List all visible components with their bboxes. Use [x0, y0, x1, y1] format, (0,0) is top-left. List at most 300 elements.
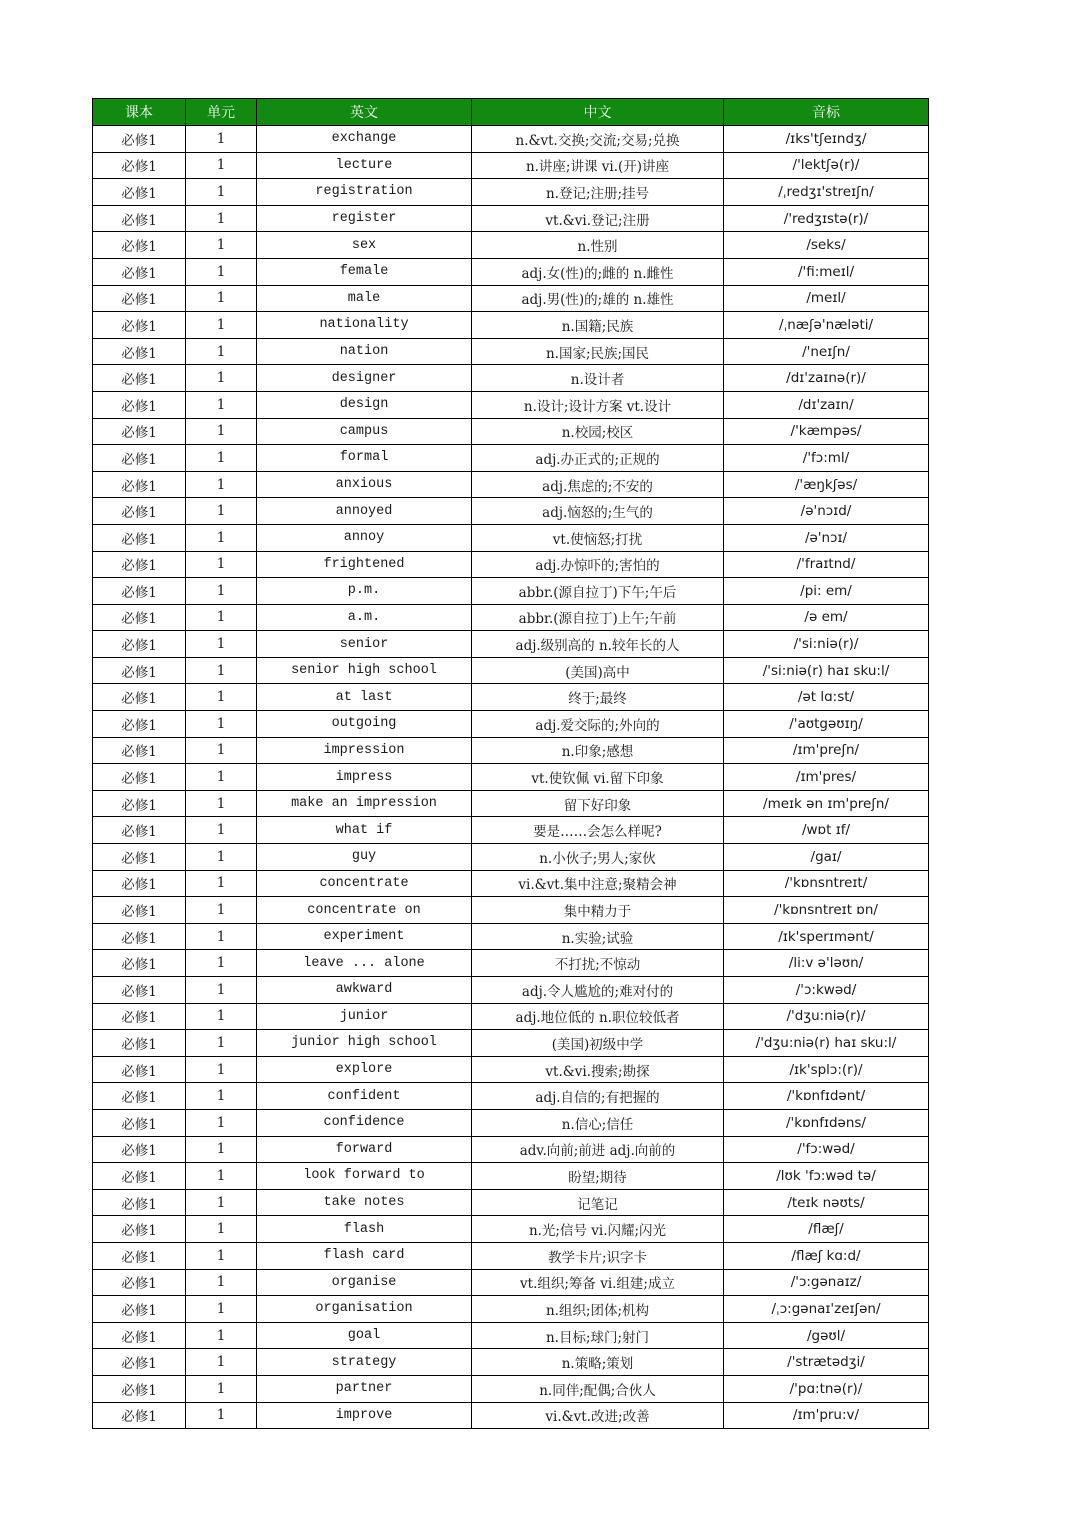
- cell-book: 必修1: [93, 897, 186, 924]
- cell-book: 必修1: [93, 737, 186, 764]
- cell-unit: 1: [186, 1296, 257, 1323]
- cell-english: look forward to: [257, 1163, 472, 1190]
- cell-chinese: adj.恼怒的;生气的: [472, 498, 724, 525]
- cell-book: 必修1: [93, 817, 186, 844]
- cell-phonetic: /'æŋkʃəs/: [724, 471, 929, 498]
- cell-english: campus: [257, 418, 472, 445]
- cell-phonetic: /seks/: [724, 232, 929, 259]
- cell-english: flash card: [257, 1242, 472, 1269]
- table-row: [93, 737, 929, 764]
- cell-unit: 1: [186, 365, 257, 392]
- table-row: [93, 391, 929, 418]
- table-row: [93, 1136, 929, 1163]
- cell-english: explore: [257, 1056, 472, 1083]
- cell-book: 必修1: [93, 684, 186, 711]
- cell-unit: 1: [186, 844, 257, 871]
- table-row: [93, 498, 929, 525]
- cell-chinese: adj.地位低的 n.职位较低者: [472, 1003, 724, 1030]
- cell-unit: 1: [186, 1056, 257, 1083]
- cell-phonetic: /ˌnæʃə'næləti/: [724, 312, 929, 339]
- cell-phonetic: /lʊk 'fɔ:wəd tə/: [724, 1163, 929, 1190]
- cell-chinese: n.小伙子;男人;家伙: [472, 844, 724, 871]
- cell-book: 必修1: [93, 205, 186, 232]
- cell-unit: 1: [186, 870, 257, 897]
- cell-unit: 1: [186, 1216, 257, 1243]
- table-row: [93, 711, 929, 738]
- table-row: [93, 1056, 929, 1083]
- cell-english: lecture: [257, 152, 472, 179]
- table-row: [93, 1322, 929, 1349]
- cell-book: 必修1: [93, 631, 186, 658]
- cell-unit: 1: [186, 578, 257, 605]
- cell-unit: 1: [186, 790, 257, 817]
- cell-unit: 1: [186, 897, 257, 924]
- cell-phonetic: /ət lɑ:st/: [724, 684, 929, 711]
- cell-english: make an impression: [257, 790, 472, 817]
- cell-english: improve: [257, 1402, 472, 1429]
- cell-unit: 1: [186, 817, 257, 844]
- cell-english: impression: [257, 737, 472, 764]
- cell-chinese: n.校园;校区: [472, 418, 724, 445]
- table-row: [93, 631, 929, 658]
- cell-unit: 1: [186, 551, 257, 578]
- cell-book: 必修1: [93, 1056, 186, 1083]
- cell-english: strategy: [257, 1349, 472, 1376]
- table-header: [93, 99, 929, 126]
- cell-english: nationality: [257, 312, 472, 339]
- cell-phonetic: /'redʒɪstə(r)/: [724, 205, 929, 232]
- cell-chinese: n.组织;团体;机构: [472, 1296, 724, 1323]
- cell-chinese: vt.&vi.登记;注册: [472, 205, 724, 232]
- cell-phonetic: /'si:niə(r) haɪ sku:l/: [724, 657, 929, 684]
- cell-english: annoyed: [257, 498, 472, 525]
- cell-book: 必修1: [93, 445, 186, 472]
- cell-english: awkward: [257, 977, 472, 1004]
- cell-unit: 1: [186, 711, 257, 738]
- table-row: [93, 312, 929, 339]
- cell-chinese: vt.组织;筹备 vi.组建;成立: [472, 1269, 724, 1296]
- cell-book: 必修1: [93, 923, 186, 950]
- cell-phonetic: /'pɑ:tnə(r)/: [724, 1375, 929, 1402]
- cell-phonetic: /'dʒu:niə(r) haɪ sku:l/: [724, 1030, 929, 1057]
- cell-chinese: n.策略;策划: [472, 1349, 724, 1376]
- cell-unit: 1: [186, 1402, 257, 1429]
- cell-english: concentrate on: [257, 897, 472, 924]
- cell-english: designer: [257, 365, 472, 392]
- table-row: [93, 1242, 929, 1269]
- cell-unit: 1: [186, 179, 257, 206]
- cell-book: 必修1: [93, 1189, 186, 1216]
- cell-unit: 1: [186, 338, 257, 365]
- cell-chinese: 集中精力于: [472, 897, 724, 924]
- table-row: [93, 578, 929, 605]
- table-row: [93, 657, 929, 684]
- cell-phonetic: /ˌɔ:gənaɪ'zeɪʃən/: [724, 1296, 929, 1323]
- cell-phonetic: /ɪm'preʃn/: [724, 737, 929, 764]
- cell-book: 必修1: [93, 657, 186, 684]
- cell-chinese: n.光;信号 vi.闪耀;闪光: [472, 1216, 724, 1243]
- cell-book: 必修1: [93, 1216, 186, 1243]
- cell-chinese: 不打扰;不惊动: [472, 950, 724, 977]
- cell-book: 必修1: [93, 551, 186, 578]
- cell-unit: 1: [186, 1003, 257, 1030]
- cell-phonetic: /flæʃ kɑ:d/: [724, 1242, 929, 1269]
- cell-phonetic: /'aʊtgəʊɪŋ/: [724, 711, 929, 738]
- cell-phonetic: /'dʒu:niə(r)/: [724, 1003, 929, 1030]
- cell-book: 必修1: [93, 285, 186, 312]
- cell-chinese: 记笔记: [472, 1189, 724, 1216]
- cell-phonetic: /'si:niə(r)/: [724, 631, 929, 658]
- cell-book: 必修1: [93, 498, 186, 525]
- cell-english: annoy: [257, 524, 472, 551]
- cell-book: 必修1: [93, 418, 186, 445]
- table-row: [93, 205, 929, 232]
- cell-chinese: n.性别: [472, 232, 724, 259]
- cell-english: p.m.: [257, 578, 472, 605]
- table-row: [93, 152, 929, 179]
- cell-phonetic: /meɪk ən ɪm'preʃn/: [724, 790, 929, 817]
- cell-unit: 1: [186, 391, 257, 418]
- cell-book: 必修1: [93, 1003, 186, 1030]
- cell-book: 必修1: [93, 1296, 186, 1323]
- cell-chinese: n.目标;球门;射门: [472, 1322, 724, 1349]
- table-row: [93, 790, 929, 817]
- cell-chinese: adj.男(性)的;雄的 n.雄性: [472, 285, 724, 312]
- cell-english: goal: [257, 1322, 472, 1349]
- cell-english: male: [257, 285, 472, 312]
- cell-phonetic: /'lektʃə(r)/: [724, 152, 929, 179]
- cell-english: design: [257, 391, 472, 418]
- cell-unit: 1: [186, 285, 257, 312]
- cell-phonetic: /ɪm'pres/: [724, 764, 929, 791]
- header-book: 课本: [93, 99, 186, 126]
- cell-unit: 1: [186, 764, 257, 791]
- cell-phonetic: /dɪ'zaɪnə(r)/: [724, 365, 929, 392]
- cell-english: at last: [257, 684, 472, 711]
- table-row: [93, 338, 929, 365]
- cell-unit: 1: [186, 471, 257, 498]
- cell-english: formal: [257, 445, 472, 472]
- cell-unit: 1: [186, 1083, 257, 1110]
- table-row: [93, 179, 929, 206]
- cell-phonetic: /ɪk'splɔ:(r)/: [724, 1056, 929, 1083]
- cell-unit: 1: [186, 950, 257, 977]
- table-row: [93, 285, 929, 312]
- cell-chinese: 终于;最终: [472, 684, 724, 711]
- cell-english: senior: [257, 631, 472, 658]
- cell-phonetic: /'kɒnfɪdəns/: [724, 1109, 929, 1136]
- cell-chinese: adj.焦虑的;不安的: [472, 471, 724, 498]
- cell-english: female: [257, 258, 472, 285]
- cell-book: 必修1: [93, 471, 186, 498]
- table-row: [93, 1083, 929, 1110]
- cell-unit: 1: [186, 1269, 257, 1296]
- cell-book: 必修1: [93, 179, 186, 206]
- cell-english: anxious: [257, 471, 472, 498]
- cell-book: 必修1: [93, 338, 186, 365]
- cell-phonetic: /'strætədʒi/: [724, 1349, 929, 1376]
- table-row: [93, 923, 929, 950]
- cell-unit: 1: [186, 977, 257, 1004]
- cell-book: 必修1: [93, 1375, 186, 1402]
- cell-book: 必修1: [93, 950, 186, 977]
- cell-english: forward: [257, 1136, 472, 1163]
- table-body: [93, 126, 929, 1429]
- cell-unit: 1: [186, 498, 257, 525]
- table-row: [93, 1296, 929, 1323]
- cell-english: confidence: [257, 1109, 472, 1136]
- cell-book: 必修1: [93, 258, 186, 285]
- cell-unit: 1: [186, 258, 257, 285]
- cell-english: organisation: [257, 1296, 472, 1323]
- cell-unit: 1: [186, 524, 257, 551]
- cell-phonetic: /'fɔ:wəd/: [724, 1136, 929, 1163]
- cell-unit: 1: [186, 1109, 257, 1136]
- cell-english: junior: [257, 1003, 472, 1030]
- cell-unit: 1: [186, 418, 257, 445]
- cell-book: 必修1: [93, 1136, 186, 1163]
- cell-chinese: adj.令人尴尬的;难对付的: [472, 977, 724, 1004]
- cell-unit: 1: [186, 152, 257, 179]
- cell-phonetic: /ɪks'tʃeɪndʒ/: [724, 126, 929, 153]
- cell-book: 必修1: [93, 1109, 186, 1136]
- table-row: [93, 1030, 929, 1057]
- cell-english: organise: [257, 1269, 472, 1296]
- cell-english: nation: [257, 338, 472, 365]
- cell-english: sex: [257, 232, 472, 259]
- cell-unit: 1: [186, 1136, 257, 1163]
- cell-unit: 1: [186, 684, 257, 711]
- cell-english: take notes: [257, 1189, 472, 1216]
- vocabulary-table: [92, 98, 929, 1429]
- cell-english: outgoing: [257, 711, 472, 738]
- cell-book: 必修1: [93, 604, 186, 631]
- cell-english: flash: [257, 1216, 472, 1243]
- cell-chinese: 教学卡片;识字卡: [472, 1242, 724, 1269]
- cell-phonetic: /gəʊl/: [724, 1322, 929, 1349]
- cell-book: 必修1: [93, 1030, 186, 1057]
- cell-unit: 1: [186, 631, 257, 658]
- cell-english: register: [257, 205, 472, 232]
- table-row: [93, 1402, 929, 1429]
- cell-phonetic: /'ɔ:kwəd/: [724, 977, 929, 1004]
- cell-book: 必修1: [93, 1083, 186, 1110]
- cell-book: 必修1: [93, 1242, 186, 1269]
- table-row: [93, 870, 929, 897]
- table-row: [93, 950, 929, 977]
- cell-phonetic: /dɪ'zaɪn/: [724, 391, 929, 418]
- cell-book: 必修1: [93, 232, 186, 259]
- cell-phonetic: /li:v ə'ləʊn/: [724, 950, 929, 977]
- cell-chinese: vt.使恼怒;打扰: [472, 524, 724, 551]
- header-row: [93, 99, 929, 126]
- table-row: [93, 977, 929, 1004]
- cell-chinese: adj.女(性)的;雌的 n.雌性: [472, 258, 724, 285]
- cell-unit: 1: [186, 126, 257, 153]
- cell-chinese: vi.&vt.集中注意;聚精会神: [472, 870, 724, 897]
- table-row: [93, 126, 929, 153]
- cell-phonetic: /teɪk nəʊts/: [724, 1189, 929, 1216]
- table-row: [93, 1375, 929, 1402]
- cell-chinese: (美国)高中: [472, 657, 724, 684]
- cell-english: senior high school: [257, 657, 472, 684]
- cell-phonetic: /'kɒnsntreɪt/: [724, 870, 929, 897]
- cell-book: 必修1: [93, 1269, 186, 1296]
- cell-chinese: n.讲座;讲课 vi.(开)讲座: [472, 152, 724, 179]
- cell-chinese: (美国)初级中学: [472, 1030, 724, 1057]
- cell-chinese: n.国籍;民族: [472, 312, 724, 339]
- cell-book: 必修1: [93, 312, 186, 339]
- cell-unit: 1: [186, 1322, 257, 1349]
- cell-chinese: n.实验;试验: [472, 923, 724, 950]
- table-row: [93, 418, 929, 445]
- cell-english: confident: [257, 1083, 472, 1110]
- table-row: [93, 1003, 929, 1030]
- cell-phonetic: /flæʃ/: [724, 1216, 929, 1243]
- cell-book: 必修1: [93, 711, 186, 738]
- table-row: [93, 684, 929, 711]
- cell-unit: 1: [186, 1189, 257, 1216]
- cell-book: 必修1: [93, 977, 186, 1004]
- cell-chinese: adj.办正式的;正规的: [472, 445, 724, 472]
- cell-unit: 1: [186, 232, 257, 259]
- cell-english: what if: [257, 817, 472, 844]
- cell-chinese: vi.&vt.改进;改善: [472, 1402, 724, 1429]
- cell-phonetic: /'fi:meɪl/: [724, 258, 929, 285]
- table-row: [93, 365, 929, 392]
- cell-unit: 1: [186, 657, 257, 684]
- cell-english: concentrate: [257, 870, 472, 897]
- cell-unit: 1: [186, 445, 257, 472]
- cell-chinese: n.登记;注册;挂号: [472, 179, 724, 206]
- cell-phonetic: /wɒt ɪf/: [724, 817, 929, 844]
- header-phonetic: 音标: [724, 99, 929, 126]
- cell-chinese: 要是……会怎么样呢?: [472, 817, 724, 844]
- cell-chinese: adj.爱交际的;外向的: [472, 711, 724, 738]
- cell-book: 必修1: [93, 1402, 186, 1429]
- cell-english: leave ... alone: [257, 950, 472, 977]
- cell-book: 必修1: [93, 524, 186, 551]
- cell-english: experiment: [257, 923, 472, 950]
- table-row: [93, 258, 929, 285]
- cell-chinese: adj.办惊吓的;害怕的: [472, 551, 724, 578]
- cell-chinese: n.同伴;配偶;合伙人: [472, 1375, 724, 1402]
- cell-unit: 1: [186, 312, 257, 339]
- cell-unit: 1: [186, 1375, 257, 1402]
- cell-english: partner: [257, 1375, 472, 1402]
- cell-unit: 1: [186, 737, 257, 764]
- cell-chinese: n.印象;感想: [472, 737, 724, 764]
- cell-phonetic: /pi: em/: [724, 578, 929, 605]
- table-row: [93, 1163, 929, 1190]
- cell-english: frightened: [257, 551, 472, 578]
- cell-phonetic: /ɪm'pru:v/: [724, 1402, 929, 1429]
- cell-phonetic: /'fɔ:ml/: [724, 445, 929, 472]
- cell-phonetic: /ə'nɔɪd/: [724, 498, 929, 525]
- cell-chinese: 留下好印象: [472, 790, 724, 817]
- cell-unit: 1: [186, 205, 257, 232]
- table-row: [93, 764, 929, 791]
- cell-phonetic: /'kɒnsntreɪt ɒn/: [724, 897, 929, 924]
- cell-book: 必修1: [93, 126, 186, 153]
- table-row: [93, 897, 929, 924]
- cell-chinese: n.设计;设计方案 vt.设计: [472, 391, 724, 418]
- cell-chinese: n.国家;民族;国民: [472, 338, 724, 365]
- table-row: [93, 232, 929, 259]
- cell-unit: 1: [186, 1163, 257, 1190]
- cell-phonetic: /'ɔ:gənaɪz/: [724, 1269, 929, 1296]
- cell-chinese: adj.级别高的 n.较年长的人: [472, 631, 724, 658]
- cell-phonetic: /'kɒnfɪdənt/: [724, 1083, 929, 1110]
- cell-book: 必修1: [93, 790, 186, 817]
- cell-chinese: abbr.(源自拉丁)下午;午后: [472, 578, 724, 605]
- cell-book: 必修1: [93, 1322, 186, 1349]
- table-row: [93, 1269, 929, 1296]
- cell-book: 必修1: [93, 365, 186, 392]
- cell-phonetic: /'neɪʃn/: [724, 338, 929, 365]
- cell-unit: 1: [186, 1030, 257, 1057]
- cell-chinese: adv.向前;前进 adj.向前的: [472, 1136, 724, 1163]
- table-row: [93, 471, 929, 498]
- cell-chinese: abbr.(源自拉丁)上午;午前: [472, 604, 724, 631]
- cell-chinese: vt.使钦佩 vi.留下印象: [472, 764, 724, 791]
- cell-english: exchange: [257, 126, 472, 153]
- cell-phonetic: /gaɪ/: [724, 844, 929, 871]
- cell-english: impress: [257, 764, 472, 791]
- table-row: [93, 604, 929, 631]
- cell-chinese: n.设计者: [472, 365, 724, 392]
- cell-book: 必修1: [93, 764, 186, 791]
- cell-phonetic: /'fraɪtnd/: [724, 551, 929, 578]
- cell-phonetic: /ə em/: [724, 604, 929, 631]
- cell-unit: 1: [186, 1242, 257, 1269]
- table-row: [93, 445, 929, 472]
- cell-chinese: vt.&vi.搜索;勘探: [472, 1056, 724, 1083]
- cell-phonetic: /'kæmpəs/: [724, 418, 929, 445]
- cell-english: guy: [257, 844, 472, 871]
- cell-book: 必修1: [93, 578, 186, 605]
- cell-phonetic: /meɪl/: [724, 285, 929, 312]
- table-row: [93, 551, 929, 578]
- table-row: [93, 1109, 929, 1136]
- header-english: 英文: [257, 99, 472, 126]
- cell-phonetic: /ˌredʒɪ'streɪʃn/: [724, 179, 929, 206]
- cell-book: 必修1: [93, 152, 186, 179]
- table-row: [93, 1349, 929, 1376]
- cell-unit: 1: [186, 604, 257, 631]
- header-unit: 单元: [186, 99, 257, 126]
- cell-book: 必修1: [93, 391, 186, 418]
- cell-book: 必修1: [93, 870, 186, 897]
- header-chinese: 中文: [472, 99, 724, 126]
- table-row: [93, 817, 929, 844]
- cell-book: 必修1: [93, 844, 186, 871]
- cell-phonetic: /ə'nɔɪ/: [724, 524, 929, 551]
- cell-chinese: n.&vt.交换;交流;交易;兑换: [472, 126, 724, 153]
- cell-phonetic: /ɪk'sperɪmənt/: [724, 923, 929, 950]
- cell-english: junior high school: [257, 1030, 472, 1057]
- cell-english: registration: [257, 179, 472, 206]
- cell-unit: 1: [186, 923, 257, 950]
- table-row: [93, 524, 929, 551]
- cell-chinese: n.信心;信任: [472, 1109, 724, 1136]
- table-row: [93, 844, 929, 871]
- cell-english: a.m.: [257, 604, 472, 631]
- cell-chinese: adj.自信的;有把握的: [472, 1083, 724, 1110]
- table-row: [93, 1216, 929, 1243]
- table-row: [93, 1189, 929, 1216]
- cell-book: 必修1: [93, 1349, 186, 1376]
